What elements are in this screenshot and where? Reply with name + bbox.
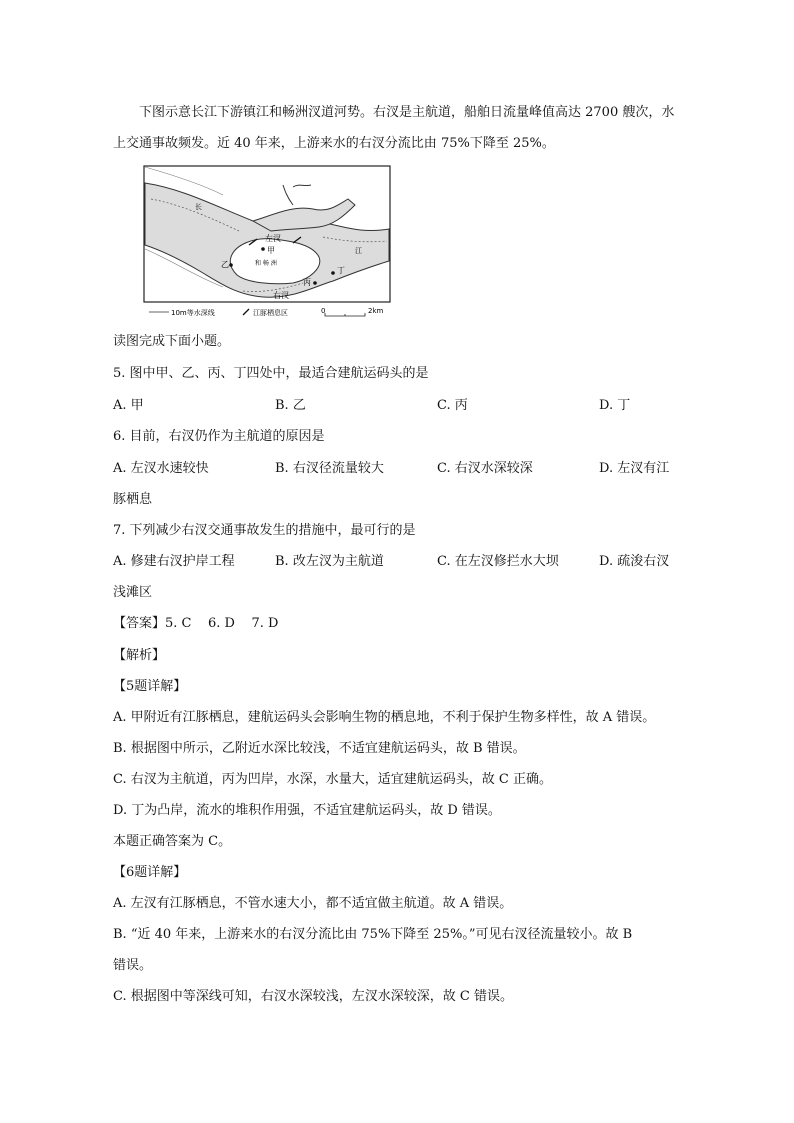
q5-option-c: C. 丙 bbox=[437, 398, 468, 413]
answer-line: 【答案】5. C 6. D 7. D bbox=[113, 616, 279, 631]
question-6-stem: 6. 目前，右汊仍作为主航道的原因是 bbox=[113, 429, 325, 444]
q6-detail-line: C. 根据图中等深线可知，右汊水深较浅，左汊水深较深，故 C 错误。 bbox=[113, 989, 513, 1004]
legend-contour: 10m等水深线 bbox=[171, 309, 215, 317]
label-yi: 乙 bbox=[221, 260, 229, 269]
scale-end: 2km bbox=[368, 307, 384, 315]
q6-option-c: C. 右汊水深较深 bbox=[437, 461, 533, 476]
analysis-title: 【解析】 bbox=[113, 648, 166, 663]
q5-option-b: B. 乙 bbox=[275, 398, 306, 413]
dolphin-legend-icon bbox=[243, 309, 249, 315]
label-jia: 甲 bbox=[267, 246, 275, 255]
q7-option-d: D. 疏浚右汊 bbox=[599, 554, 670, 569]
q6-detail-line: A. 左汊有江豚栖息，不管水速大小，都不适宜做主航道。故 A 错误。 bbox=[113, 896, 513, 911]
q7-option-c: C. 在左汊修拦水大坝 bbox=[437, 554, 559, 569]
label-chang: 长 bbox=[195, 203, 202, 211]
label-right-branch: 右汊 bbox=[273, 291, 289, 300]
instruction: 读图完成下面小题。 bbox=[113, 334, 231, 349]
river-map-figure bbox=[143, 165, 391, 317]
river-map-svg bbox=[143, 165, 391, 317]
q5-detail-line: C. 右汊为主航道，丙为凹岸，水深，水量大，适宜建航运码头，故 C 正确。 bbox=[113, 772, 552, 787]
q5-detail-title: 【5题详解】 bbox=[113, 679, 187, 694]
q6-option-b: B. 右汊径流量较大 bbox=[275, 461, 384, 476]
q5-conclusion: 本题正确答案为 C。 bbox=[113, 834, 232, 849]
q6-detail-line: 错误。 bbox=[113, 958, 153, 973]
q6-option-d-wrap: 豚栖息 bbox=[113, 492, 153, 507]
intro-paragraph: 下图示意长江下游镇江和畅洲汊道河势。右汊是主航道，船舶日流量峰值高达 2700 艘次，水上交通事故频发。近 40 年来，上游来水的右汊分流比由 75%下降至 25%。 bbox=[113, 105, 675, 151]
label-bing: 丙 bbox=[303, 278, 311, 287]
q6-option-d: D. 左汊有江 bbox=[599, 461, 670, 476]
label-island: 和 畅 洲 bbox=[255, 260, 277, 267]
q5-detail-line: B. 根据图中所示，乙附近水深比较浅，不适宜建航运码头，故 B 错误。 bbox=[113, 741, 526, 756]
label-left-branch: 左汊 bbox=[265, 234, 281, 243]
q5-option-d: D. 丁 bbox=[599, 398, 631, 413]
q7-option-b: B. 改左汊为主航道 bbox=[275, 554, 384, 569]
scale-bar bbox=[325, 313, 365, 316]
q6-detail-title: 【6题详解】 bbox=[113, 865, 187, 880]
label-ding: 丁 bbox=[337, 266, 345, 275]
legend-dolphin: 江豚栖息区 bbox=[253, 309, 288, 317]
q6-detail-line: B. “近 40 年来，上游来水的右汊分流比由 75%下降至 25%。”可见右汊径流量较小。故 B bbox=[113, 927, 633, 942]
question-5-stem: 5. 图中甲、乙、丙、丁四处中，最适合建航运码头的是 bbox=[113, 366, 429, 381]
q6-option-a: A. 左汊水速较快 bbox=[113, 461, 209, 476]
q7-option-a: A. 修建右汊护岸工程 bbox=[113, 554, 235, 569]
q5-option-a: A. 甲 bbox=[113, 398, 144, 413]
q5-detail-line: D. 丁为凸岸，流水的堆积作用强，不适宜建航运码头，故 D 错误。 bbox=[113, 803, 501, 818]
q7-option-d-wrap: 浅滩区 bbox=[113, 585, 153, 600]
question-7-stem: 7. 下列减少右汊交通事故发生的措施中，最可行的是 bbox=[113, 523, 416, 538]
scale-start: 0 bbox=[321, 307, 326, 315]
label-jiang: 江 bbox=[355, 247, 362, 255]
q5-detail-line: A. 甲附近有江豚栖息，建航运码头会影响生物的栖息地，不利于保护生物多样性，故 A 错误。 bbox=[113, 710, 656, 725]
